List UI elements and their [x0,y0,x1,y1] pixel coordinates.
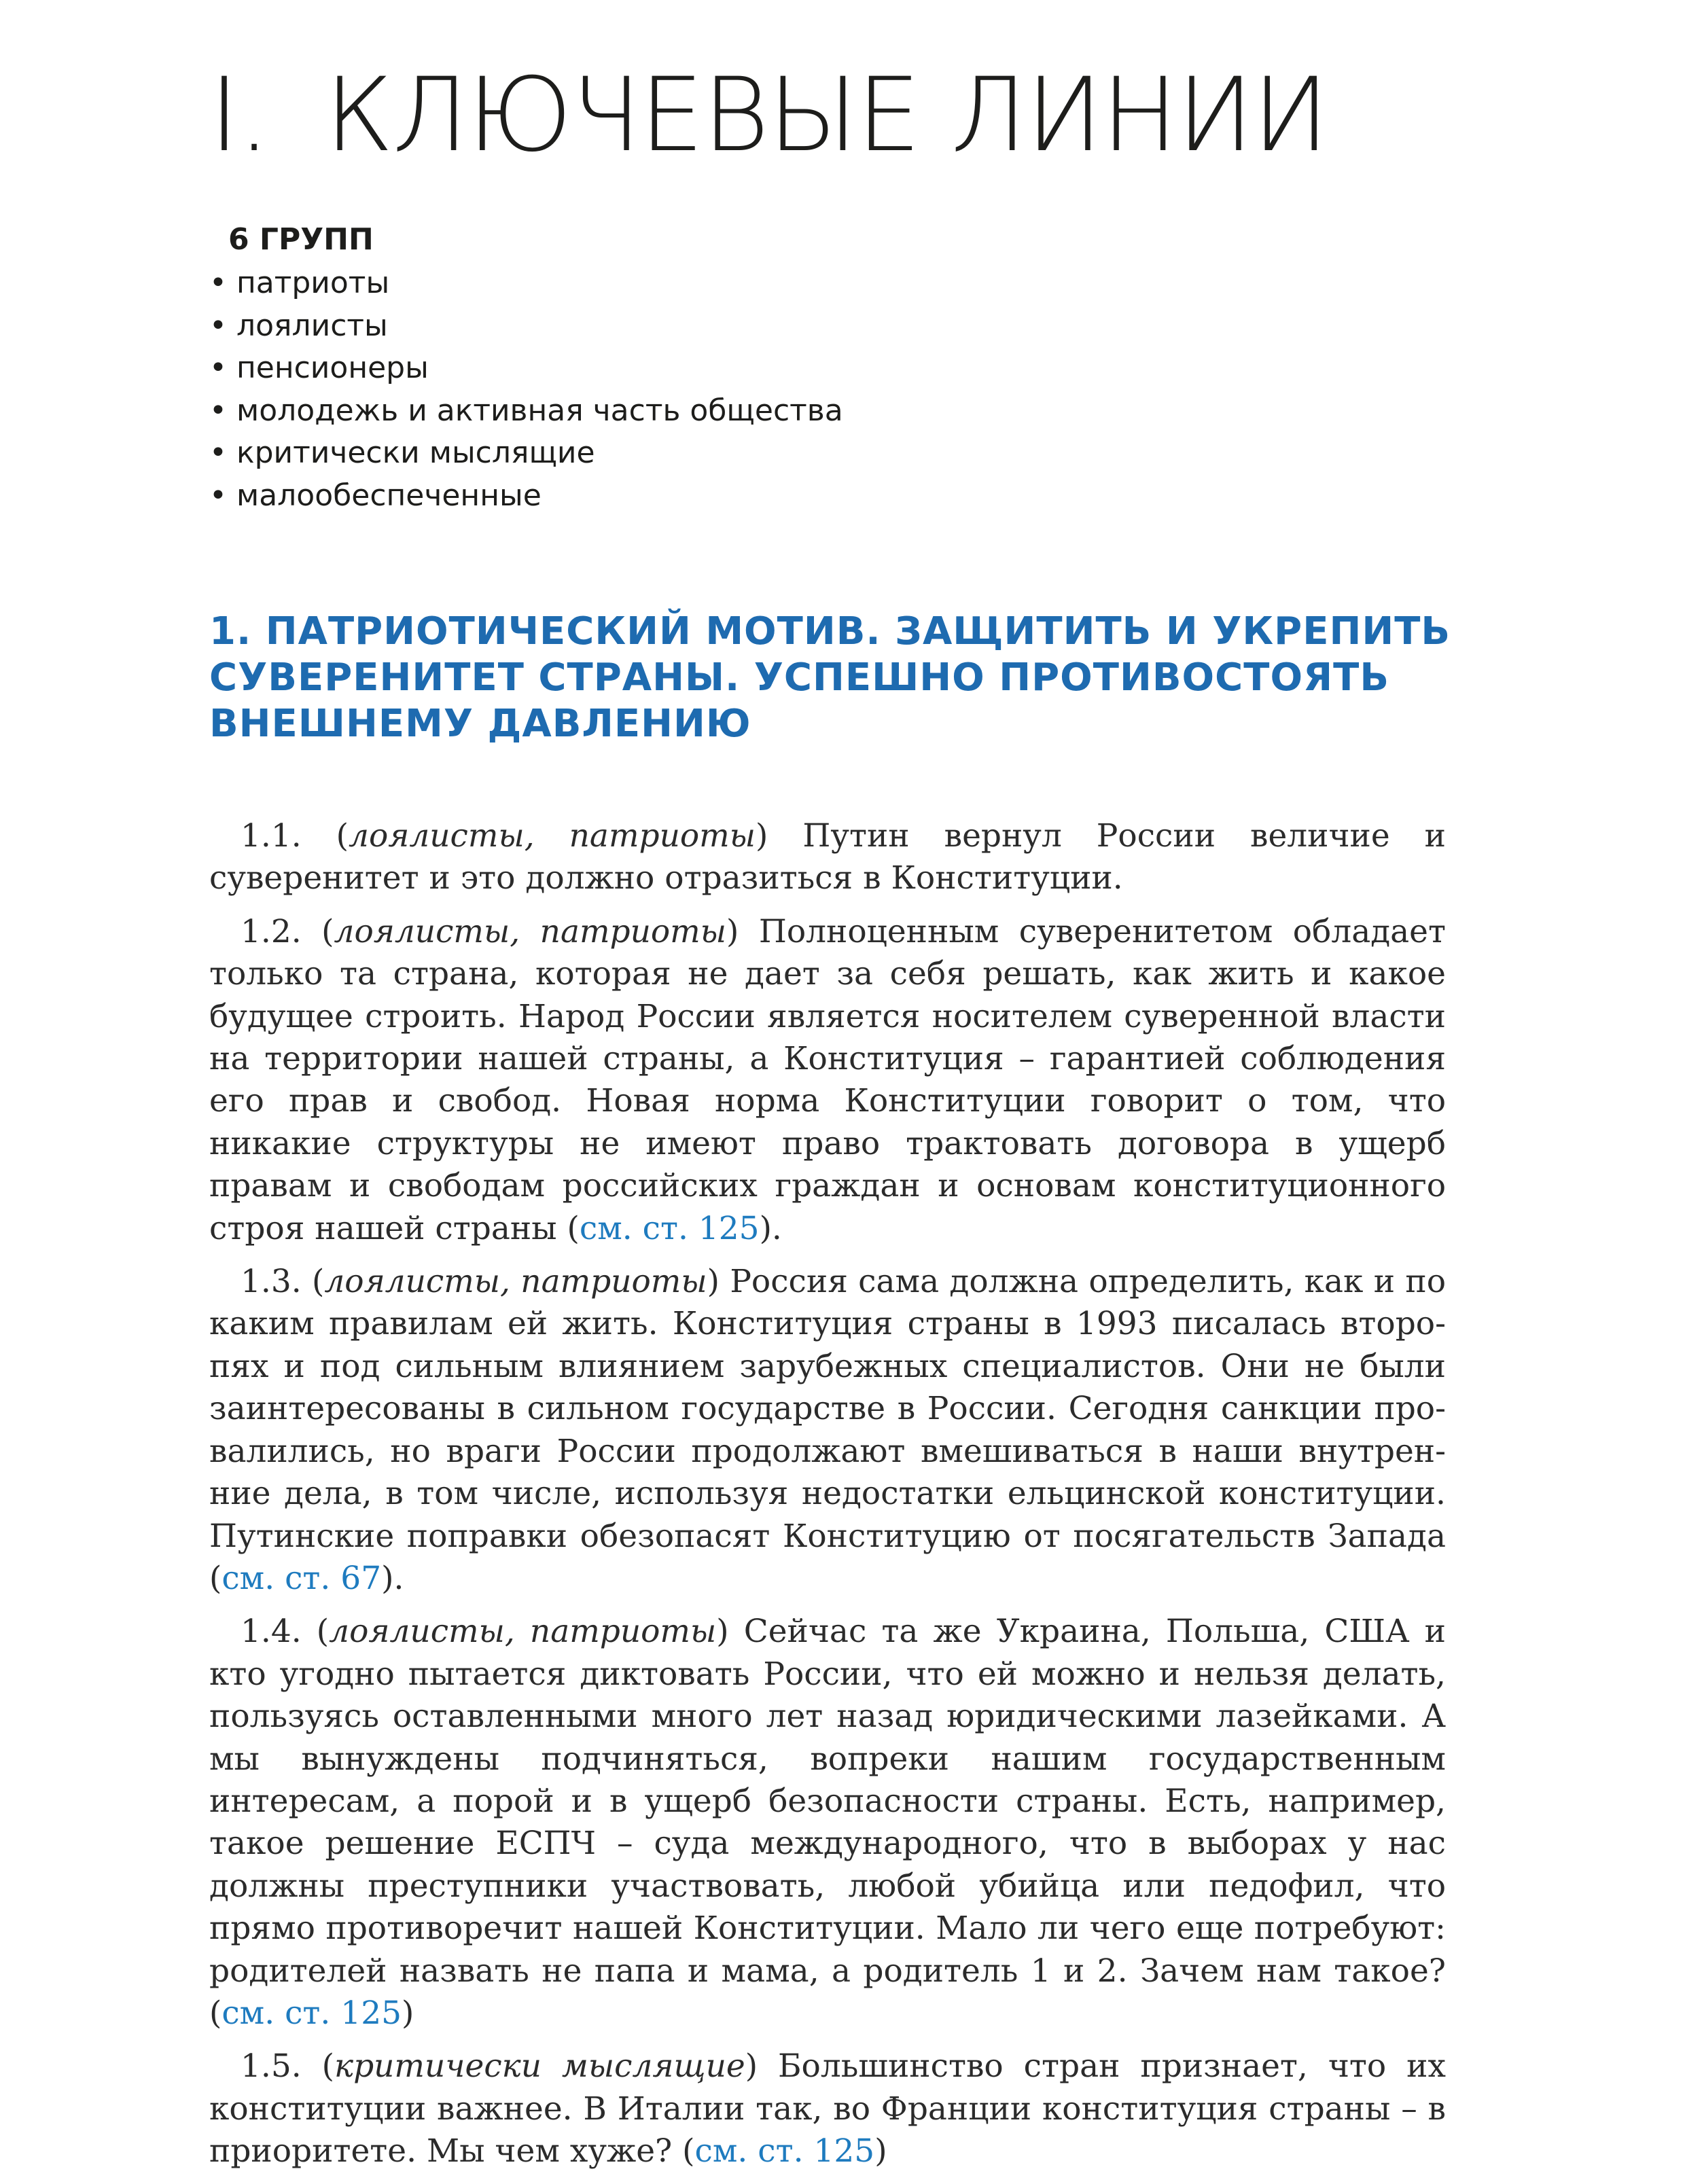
list-item [209,475,843,518]
bullet-icon: • [209,478,227,513]
paragraph: 1.4. (лоялисты, патриоты) Сейчас та же Украина, Польша, США и кто угодно пытается диктовать России, что ей можно и нельзя делать, пользуясь оставленными много лет назад юридическими лазейками. А мы вынуждены подчиняться, вопреки нашим государственным интересам, а порой и в ущерб безопасности страны. Есть, например, такое решение ЕСПЧ – суда международного, что в выборах у нас должны преступники участвовать, любой убийца или педофил, что прямо противоречит нашей Конституции. Мало ли чего еще потребуют: родителей назвать не папа и мама, а родитель 1 и 2. Зачем нам такое? (см. ст. 125) [209,1613,1447,2032]
paragraph-tail: ). [759,1209,782,1247]
paragraph-number: 1.3. [241,1263,302,1301]
chapter-title-text: КЛЮЧЕВЫЕ ЛИНИИ [325,56,1328,175]
audience-tag: лоялисты, патриоты [329,1613,717,1651]
paragraph-text: Большинство стран признает, что их конституции важнее. В Италии так, во Франции конституция страны – в приоритете. Мы чем хуже? ( [209,2047,1447,2170]
paragraph-number: 1.5. [241,2047,302,2085]
bullet-icon: • [209,266,227,300]
article-reference-link[interactable]: см. ст. 125 [694,2132,875,2170]
bullet-icon: • [209,393,227,428]
chapter-title [209,54,1328,177]
list-item [209,305,843,348]
paragraph-text: Сейчас та же Украина, Польша, США и кто угодно пытается диктовать России, что ей можно и нельзя делать, пользуясь оставленными много лет назад юридическими лазейками. А мы вынуждены подчиняться, вопреки нашим государственным интересам, а порой и в ущерб безопасности страны. Есть, например, такое решение ЕСПЧ – суда международного, что в выборах у нас должны преступники участвовать, любой убийца или педофил, что прямо противоречит нашей Конституции. Мало ли чего еще потребуют: родителей назвать не папа и мама, а родитель 1 и 2. Зачем нам такое? ( [209,1613,1447,2032]
groups-list [209,262,843,517]
bullet-icon: • [209,435,227,470]
paragraph: 1.1. (лоялисты, патриоты) Путин вернул России величие и суверенитет и это должно отразиться в Конституции. [209,817,1446,897]
bullet-icon: • [209,351,227,385]
list-item-text: пенсионеры [236,351,429,385]
paragraph-tail: ). [381,1559,404,1597]
paragraph-number: 1.4. [241,1613,302,1651]
audience-tag: лоялисты, патриоты [334,912,727,950]
paragraph-text: Россия сама должна определить, как и по каким правилам ей жить. Конституция страны в 1993 писалась второпях и под сильным влиянием зарубежных специалистов. Они не были заинтересованы в сильном государстве в России. Сегодня санкции провалились, но враги России продолжают вмешиваться в наши внутренние дела, в том числе, используя недостатки ельцинской конституции. Путинские поправки обезопасят Конституцию от посягательств Запада ( [209,1263,1446,1597]
paragraph-tail: ) [874,2132,887,2170]
section-body [209,815,1446,2184]
list-item-text: лоялисты [236,308,388,343]
paragraph: 1.3. (лоялисты, патриоты) Россия сама должна определить, как и по каким правилам ей жить. Конституция страны в 1993 писалась второпях и под сильным влиянием зарубежных специалистов. Они не были заинтересованы в сильном государстве в России. Сегодня санкции провалились, но враги России продолжают вмешиваться в наши внутренние дела, в том числе, используя недостатки ельцинской конституции. Путинские поправки обезопасят Конституцию от посягательств Запада (см. ст. 67). [209,1263,1446,1597]
list-item-text: критически мыслящие [236,435,595,470]
paragraph-text: Полноценным суверенитетом обладает только та страна, которая не дает за себя решать, как жить и какое будущее строить. Народ России является носителем суверенной власти на территории нашей страны, а Конституция – гарантией соблюдения его прав и свобод. Новая норма Конституции говорит о том, что никакие структуры не имеют право трактовать договора в ущерб правам и свободам российских граждан и основам конституционного строя нашей страны ( [209,912,1447,1247]
groups-heading: 6 ГРУПП [228,222,374,257]
list-item [209,432,843,475]
bullet-icon: • [209,308,227,343]
audience-tag: лоялисты, патриоты [324,1263,707,1301]
chapter-number: I. [209,56,269,175]
list-item [209,347,843,390]
list-item [209,262,843,305]
article-reference-link[interactable]: см. ст. 125 [579,1209,760,1247]
paragraph: 1.5. (критически мыслящие) Большинство стран признает, что их конституции важнее. В Италии так, во Франции конституция страны – в приоритете. Мы чем хуже? (см. ст. 125) [209,2047,1447,2170]
list-item-text: малообеспеченные [236,478,542,513]
paragraph-text: Путин вернул России величие и суверенитет и это должно отразиться в Конституции. [209,817,1446,897]
list-item-text: патриоты [236,266,390,300]
article-reference-link[interactable]: см. ст. 125 [221,1994,402,2032]
paragraph-number: 1.2. [241,912,302,950]
audience-tag: лоялисты, патриоты [349,817,756,855]
paragraph-number: 1.1. [241,817,302,855]
article-reference-link[interactable]: см. ст. 67 [221,1559,382,1597]
paragraph-tail: ) [402,1994,414,2032]
audience-tag: критически мыслящие [334,2047,745,2085]
section-heading: 1. ПАТРИОТИЧЕСКИЙ МОТИВ. ЗАЩИТИТЬ И УКРЕПИТЬ СУВЕРЕНИТЕТ СТРАНЫ. УСПЕШНО ПРОТИВОСТОЯТЬ ВНЕШНЕМУ ДАВЛЕНИЮ [209,609,1451,746]
list-item-text: молодежь и активная часть общества [236,393,843,428]
paragraph: 1.2. (лоялисты, патриоты) Полноценным суверенитетом обладает только та страна, которая не дает за себя решать, как жить и какое будущее строить. Народ России является носителем суверенной власти на территории нашей страны, а Конституция – гарантией соблюдения его прав и свобод. Новая норма Конституции говорит о том, что никакие структуры не имеют право трактовать договора в ущерб правам и свободам российских граждан и основам конституционного строя нашей страны (см. ст. 125). [209,912,1447,1247]
list-item [209,390,843,433]
